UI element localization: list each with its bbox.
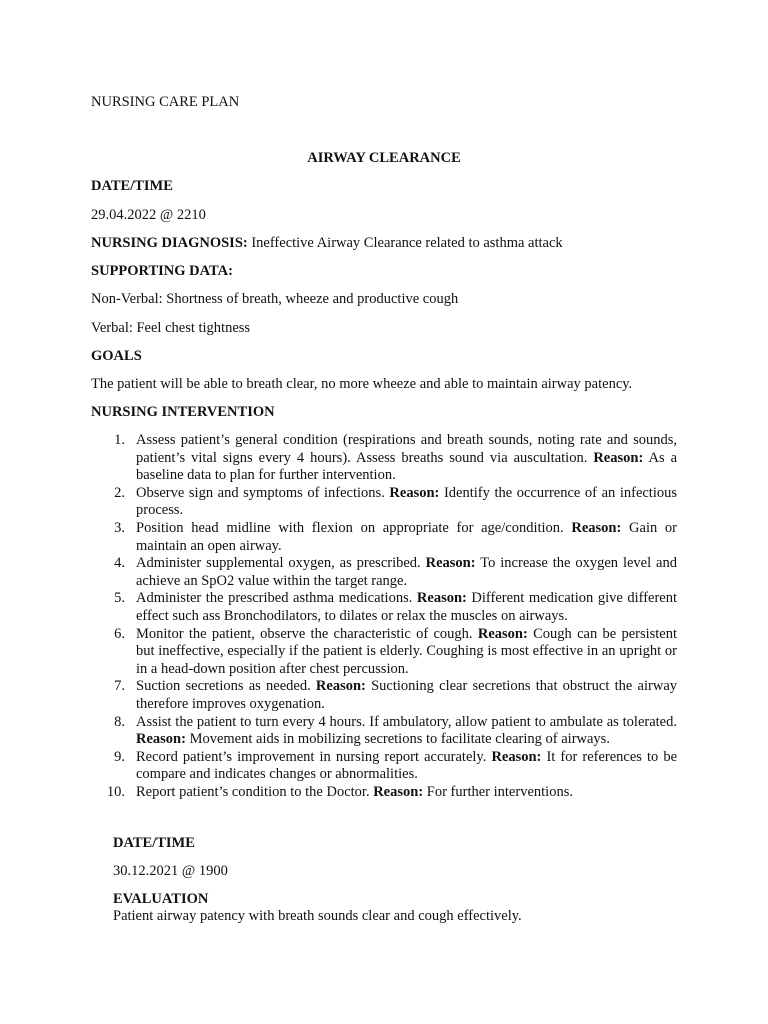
item-number: 9. (114, 748, 125, 765)
reason-label: Reason: (425, 555, 476, 572)
reason-text: Suctioning clear secretions that obstruct the airway therefore improves oxygenation. (136, 678, 677, 712)
item-text: Suction secretions as needed. (136, 678, 311, 695)
non-verbal-data: Non-Verbal: Shortness of breath, wheeze and productive cough (91, 291, 459, 307)
intervention-item (91, 714, 677, 749)
item-number: 4. (114, 555, 125, 572)
item-text: Observe sign and symptoms of infections. (136, 484, 385, 501)
item-number: 2. (114, 484, 125, 501)
intervention-item (91, 555, 677, 590)
reason-label: Reason: (416, 590, 467, 607)
intervention-item (91, 485, 677, 520)
date-time-value-2: 30.12.2021 @ 1900 (113, 863, 228, 879)
evaluation-label: EVALUATION (113, 891, 209, 907)
intervention-item (91, 590, 677, 625)
item-number: 5. (114, 590, 125, 607)
reason-label: Reason: (315, 678, 366, 695)
reason-text: It for references to be compare and indicates changes or abnormalities. (136, 748, 678, 783)
item-text: Administer supplemental oxygen, as prescribed. (136, 555, 421, 572)
item-number: 3. (114, 519, 125, 536)
reason-label: Reason: (593, 449, 644, 466)
intervention-item (91, 784, 677, 802)
intervention-label: NURSING INTERVENTION (91, 404, 275, 420)
date-time-value: 29.04.2022 @ 2210 (91, 207, 206, 223)
reason-text: Different medication give different effect such ass Bronchodilators, to dilates or relax the muscles on airways. (136, 590, 678, 624)
item-text: Record patient’s improvement in nursing report accurately. (136, 748, 487, 765)
item-number: 8. (114, 713, 125, 730)
intervention-list (91, 432, 677, 801)
evaluation-text: Patient airway patency with breath sounds clear and cough effectively. (113, 908, 522, 924)
reason-label: Reason: (136, 731, 186, 748)
intervention-item (91, 678, 677, 713)
item-number: 6. (114, 625, 125, 642)
reason-text: To increase the oxygen level and achieve an SpO2 value within the target range. (136, 555, 677, 589)
reason-text: Identify the occurrence of an infectious process. (136, 484, 678, 519)
reason-text: Movement aids in mobilizing secretions to facilitate clearing of airways. (189, 731, 610, 748)
section-heading: AIRWAY CLEARANCE (307, 150, 461, 166)
reason-text: As a baseline data to plan for further intervention. (136, 449, 678, 484)
item-number: 10. (106, 783, 125, 800)
item-text: Monitor the patient, observe the characteristic of cough. (136, 625, 473, 642)
intervention-item (91, 749, 677, 784)
intervention-item (91, 626, 677, 679)
reason-text: Gain or maintain an open airway. (136, 519, 677, 554)
reason-label: Reason: (491, 748, 542, 765)
reason-text: For further interventions. (426, 783, 573, 800)
goals-label: GOALS (91, 348, 142, 364)
date-time-label: DATE/TIME (91, 178, 173, 194)
diagnosis-text: Ineffective Airway Clearance related to asthma attack (251, 235, 563, 251)
item-text: Position head midline with flexion on appropriate for age/condition. (136, 519, 564, 536)
goals-text: The patient will be able to breath clear, no more wheeze and able to maintain airway patency. (91, 376, 633, 392)
reason-text: Cough can be persistent but ineffective, especially if the patient is elderly. Coughing is most effective in an upright or in a head-down position after chest percussion. (136, 625, 678, 677)
date-time-label-2: DATE/TIME (113, 835, 195, 851)
item-number: 7. (114, 678, 125, 695)
item-text: Assess patient’s general condition (respirations and breath sounds, noting rate and sounds, patient’s vital signs every 4 hours). Assess breaths sound via auscultation. (136, 432, 677, 466)
intervention-item (91, 432, 677, 485)
item-number: 1. (114, 432, 125, 448)
reason-label: Reason: (571, 519, 622, 536)
verbal-data: Verbal: Feel chest tightness (91, 320, 251, 336)
reason-label: Reason: (373, 783, 424, 800)
item-text: Report patient’s condition to the Doctor. (136, 783, 370, 800)
nursing-diagnosis (91, 235, 563, 252)
intervention-item (91, 520, 677, 555)
document-title: NURSING CARE PLAN (91, 94, 240, 110)
reason-label: Reason: (389, 484, 440, 501)
item-text: Administer the prescribed asthma medications. (136, 590, 413, 607)
supporting-data-label: SUPPORTING DATA: (91, 263, 233, 279)
diagnosis-label: NURSING DIAGNOSIS: (91, 235, 248, 251)
item-text: Assist the patient to turn every 4 hours. If ambulatory, allow patient to ambulate as tolerated. (136, 713, 677, 730)
reason-label: Reason: (477, 625, 528, 642)
